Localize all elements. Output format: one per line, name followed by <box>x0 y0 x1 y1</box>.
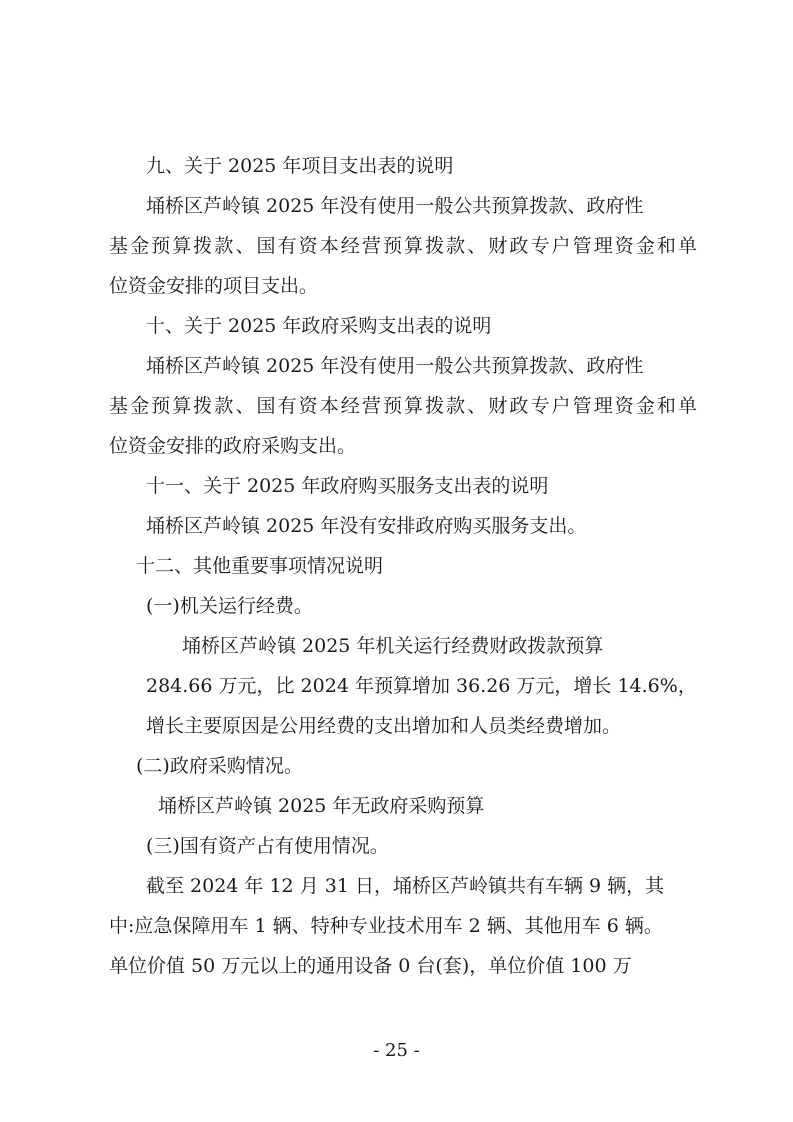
section-12-sub-1-line-1: 埇桥区芦岭镇 2025 年机关运行经费财政拨款预算 <box>182 635 604 657</box>
section-12-sub-3-title: (三)国有资产占有使用情况。 <box>146 835 389 857</box>
section-12-sub-1-line-2: 284.66 万元，比 2024 年预算增加 36.26 万元，增长 14.6%， <box>146 675 697 697</box>
section-11-heading: 十一、关于 2025 年政府购买服务支出表的说明 <box>146 475 549 497</box>
page-number: - 25 - <box>373 1040 420 1061</box>
section-12-sub-1-line-3: 增长主要原因是公用经费的支出增加和人员类经费增加。 <box>146 715 622 737</box>
section-9-text-line-2: 基金预算拨款、国有资本经营预算拨款、财政专户管理资金和单 <box>109 235 697 257</box>
section-11-text-line-1: 埇桥区芦岭镇 2025 年没有安排政府购买服务支出。 <box>146 515 587 537</box>
section-10-heading: 十、关于 2025 年政府采购支出表的说明 <box>146 315 492 337</box>
section-12-sub-3-line-1: 截至 2024 年 12 月 31 日，埇桥区芦岭镇共有车辆 9 辆，其 <box>146 875 665 897</box>
section-9-text-line-1: 埇桥区芦岭镇 2025 年没有使用一般公共预算拨款、政府性 <box>146 195 644 217</box>
section-10-text-line-3: 位资金安排的政府采购支出。 <box>109 435 357 457</box>
section-9-heading: 九、关于 2025 年项目支出表的说明 <box>146 155 454 177</box>
section-9-text-line-3: 位资金安排的项目支出。 <box>109 275 319 297</box>
section-12-sub-3-line-2: 中:应急保障用车 1 辆、特种专业技术用车 2 辆、其他用车 6 辆。 <box>109 915 663 937</box>
section-12-sub-2-title: (二)政府采购情况。 <box>136 755 303 777</box>
section-12-heading: 十二、其他重要事项情况说明 <box>136 555 384 577</box>
section-10-text-line-2: 基金预算拨款、国有资本经营预算拨款、财政专户管理资金和单 <box>109 395 697 417</box>
section-12-sub-2-line-1: 埇桥区芦岭镇 2025 年无政府采购预算 <box>158 795 485 817</box>
section-12-sub-1-title: (一)机关运行经费。 <box>146 595 313 617</box>
section-12-sub-3-line-3: 单位价值 50 万元以上的通用设备 0 台(套)，单位价值 100 万 <box>109 955 632 977</box>
section-10-text-line-1: 埇桥区芦岭镇 2025 年没有使用一般公共预算拨款、政府性 <box>146 355 644 377</box>
